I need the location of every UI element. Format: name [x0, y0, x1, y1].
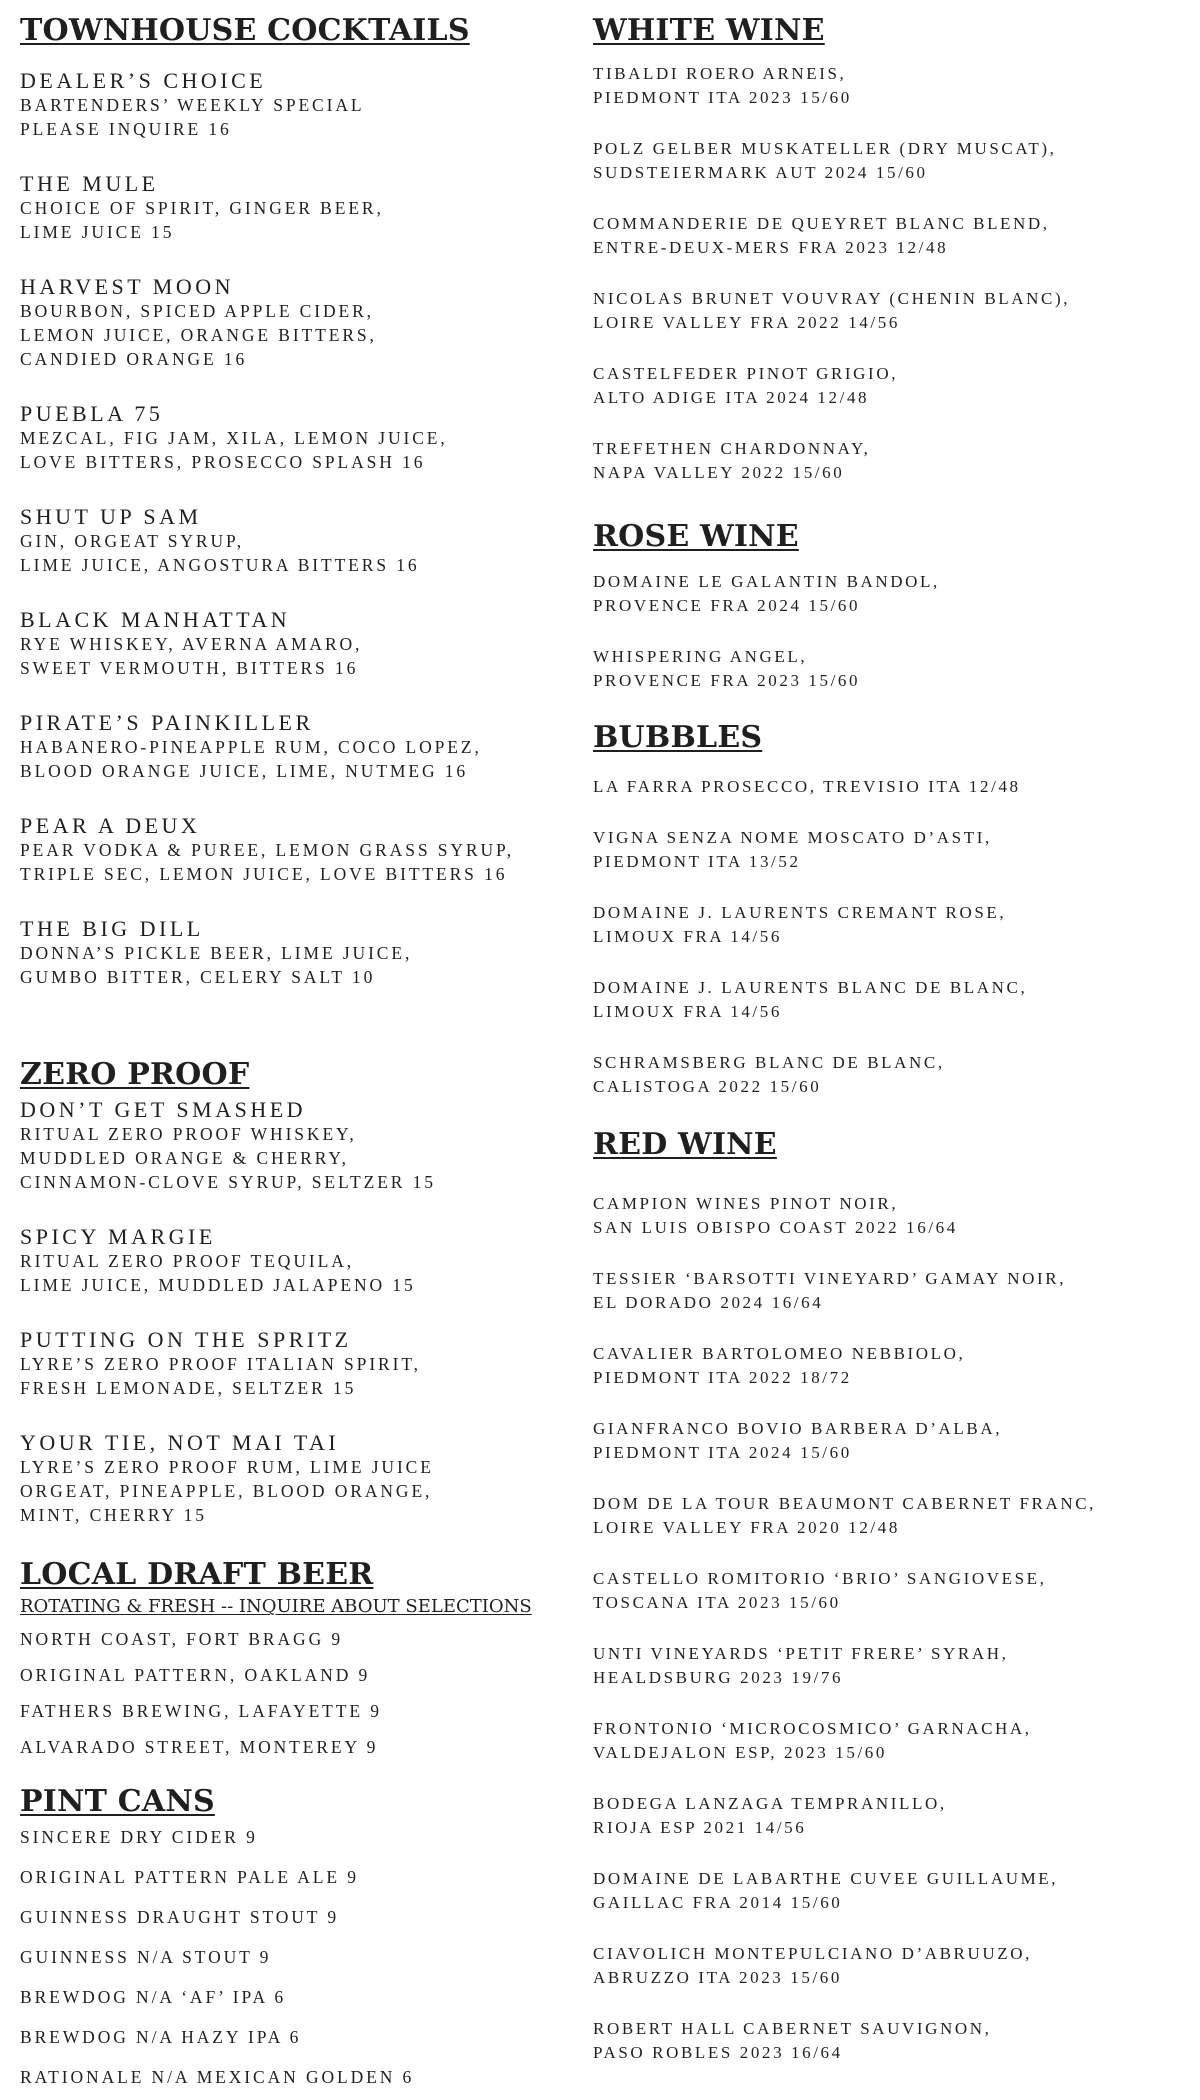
item-description-line: LYRE’S ZERO PROOF RUM, LIME JUICE — [20, 1457, 434, 1477]
item-description-line: LYRE’S ZERO PROOF ITALIAN SPIRIT, — [20, 1354, 421, 1374]
wine-line: PIEDMONT ITA 2024 15/60 — [593, 1443, 852, 1462]
wine-line: HEALDSBURG 2023 19/76 — [593, 1668, 844, 1687]
item-line: SINCERE DRY CIDER 9 — [20, 1827, 258, 1847]
pint-can-item — [20, 1945, 590, 1969]
item-line: BREWDOG N/A HAZY IPA 6 — [20, 2027, 302, 2047]
wine-line: PIEDMONT ITA 2023 15/60 — [593, 88, 852, 107]
item-line: ALVARADO STREET, MONTEREY 9 — [20, 1737, 379, 1757]
white-wine-item — [593, 212, 1193, 260]
item-description-line: BARTENDERS’ WEEKLY SPECIAL — [20, 95, 365, 115]
wine-line: CASTELFEDER PINOT GRIGIO, — [593, 364, 899, 383]
wine-line: GAILLAC FRA 2014 15/60 — [593, 1893, 843, 1912]
item-description-line: SWEET VERMOUTH, BITTERS 16 — [20, 658, 359, 678]
item-name: SPICY MARGIE — [20, 1224, 216, 1249]
item-description-line: TRIPLE SEC, LEMON JUICE, LOVE BITTERS 16 — [20, 864, 508, 884]
wine-line: TOSCANA ITA 2023 15/60 — [593, 1593, 841, 1612]
item-name: DON’T GET SMASHED — [20, 1097, 307, 1122]
wine-line: PIEDMONT ITA 13/52 — [593, 852, 801, 871]
cocktails-heading: TOWNHOUSE COCKTAILS — [20, 13, 470, 48]
wine-line: PROVENCE FRA 2023 15/60 — [593, 671, 861, 690]
item-description-line: MUDDLED ORANGE & CHERRY, — [20, 1148, 349, 1168]
cocktail-item — [20, 401, 590, 474]
item-description-line: CANDIED ORANGE 16 — [20, 349, 248, 369]
wine-line: TESSIER ‘BARSOTTI VINEYARD’ GAMAY NOIR, — [593, 1269, 1067, 1288]
item-line: FATHERS BREWING, LAFAYETTE 9 — [20, 1701, 382, 1721]
wine-line: VIGNA SENZA NOME MOSCATO D’ASTI, — [593, 828, 992, 847]
wine-line: LOIRE VALLEY FRA 2022 14/56 — [593, 313, 900, 332]
zero-proof-item — [20, 1430, 590, 1527]
bubbles-item — [593, 775, 1193, 799]
wine-line: LA FARRA PROSECCO, TREVISIO ITA 12/48 — [593, 777, 1021, 796]
wine-line: BODEGA LANZAGA TEMPRANILLO, — [593, 1794, 947, 1813]
rose-wine-section — [593, 520, 1193, 693]
draft-beer-item — [20, 1663, 590, 1687]
white-wine-section — [593, 14, 1193, 485]
item-line: GUINNESS DRAUGHT STOUT 9 — [20, 1907, 340, 1927]
item-name: BLACK MANHATTAN — [20, 607, 291, 632]
cocktail-item — [20, 607, 590, 680]
draft-beer-item — [20, 1735, 590, 1759]
red-wine-item — [593, 1417, 1193, 1465]
cocktail-item — [20, 710, 590, 783]
cocktail-item — [20, 68, 590, 141]
item-description-line: LIME JUICE, ANGOSTURA BITTERS 16 — [20, 555, 420, 575]
wine-line: LIMOUX FRA 14/56 — [593, 1002, 782, 1021]
item-description-line: GIN, ORGEAT SYRUP, — [20, 531, 244, 551]
item-line: NORTH COAST, FORT BRAGG 9 — [20, 1629, 344, 1649]
red-wine-item — [593, 1267, 1193, 1315]
red-wine-section — [593, 1128, 1193, 2065]
zero-proof-item — [20, 1327, 590, 1400]
wine-line: VALDEJALON ESP, 2023 15/60 — [593, 1743, 887, 1762]
pint-can-item — [20, 2025, 590, 2049]
item-description-line: CINNAMON-CLOVE SYRUP, SELTZER 15 — [20, 1172, 436, 1192]
item-line: ORIGINAL PATTERN PALE ALE 9 — [20, 1867, 359, 1887]
item-name: PIRATE’S PAINKILLER — [20, 710, 314, 735]
item-name: DEALER’S CHOICE — [20, 68, 267, 93]
draft-beer-item — [20, 1627, 590, 1651]
red-wine-item — [593, 1567, 1193, 1615]
bubbles-heading: BUBBLES — [593, 720, 763, 755]
red-wine-item — [593, 1717, 1193, 1765]
item-description-line: GUMBO BITTER, CELERY SALT 10 — [20, 967, 376, 987]
item-name: THE MULE — [20, 171, 159, 196]
white-wine-heading: WHITE WINE — [593, 13, 825, 48]
draft-beer-subheading: ROTATING & FRESH -- INQUIRE ABOUT SELECTIONS — [20, 1596, 532, 1617]
red-wine-heading: RED WINE — [593, 1127, 777, 1162]
bubbles-item — [593, 901, 1193, 949]
wine-line: SCHRAMSBERG BLANC DE BLANC, — [593, 1053, 945, 1072]
red-wine-item — [593, 1492, 1193, 1540]
wine-line: DOMAINE J. LAURENTS BLANC DE BLANC, — [593, 978, 1028, 997]
wine-line: SAN LUIS OBISPO COAST 2022 16/64 — [593, 1218, 958, 1237]
zero-proof-item — [20, 1224, 590, 1297]
item-name: YOUR TIE, NOT MAI TAI — [20, 1430, 340, 1455]
wine-line: COMMANDERIE DE QUEYRET BLANC BLEND, — [593, 214, 1050, 233]
wine-line: CAMPION WINES PINOT NOIR, — [593, 1194, 899, 1213]
cocktail-item — [20, 813, 590, 886]
item-description-line: RITUAL ZERO PROOF WHISKEY, — [20, 1124, 357, 1144]
pint-can-item — [20, 2065, 590, 2089]
wine-line: TREFETHEN CHARDONNAY, — [593, 439, 871, 458]
item-description-line: ORGEAT, PINEAPPLE, BLOOD ORANGE, — [20, 1481, 433, 1501]
wine-line: CASTELLO ROMITORIO ‘BRIO’ SANGIOVESE, — [593, 1569, 1047, 1588]
wine-line: ALTO ADIGE ITA 2024 12/48 — [593, 388, 870, 407]
item-description-line: HABANERO-PINEAPPLE RUM, COCO LOPEZ, — [20, 737, 482, 757]
wine-line: PIEDMONT ITA 2022 18/72 — [593, 1368, 852, 1387]
pint-can-item — [20, 1825, 590, 1849]
wine-line: ABRUZZO ITA 2023 15/60 — [593, 1968, 842, 1987]
wine-line: DOMAINE LE GALANTIN BANDOL, — [593, 572, 940, 591]
item-description-line: DONNA’S PICKLE BEER, LIME JUICE, — [20, 943, 413, 963]
rose-wine-item — [593, 570, 1193, 618]
wine-line: CIAVOLICH MONTEPULCIANO D’ABRUUZO, — [593, 1944, 1032, 1963]
wine-line: RIOJA ESP 2021 14/56 — [593, 1818, 807, 1837]
rose-wine-item — [593, 645, 1193, 693]
bubbles-section — [593, 721, 1193, 1099]
pint-cans-heading: PINT CANS — [20, 1784, 215, 1819]
wine-line: SUDSTEIERMARK AUT 2024 15/60 — [593, 163, 928, 182]
wine-line: CAVALIER BARTOLOMEO NEBBIOLO, — [593, 1344, 966, 1363]
wine-line: NAPA VALLEY 2022 15/60 — [593, 463, 845, 482]
white-wine-item — [593, 137, 1193, 185]
item-name: THE BIG DILL — [20, 916, 204, 941]
wine-line: DOMAINE J. LAURENTS CREMANT ROSE, — [593, 903, 1007, 922]
cocktail-item — [20, 916, 590, 989]
item-description-line: RITUAL ZERO PROOF TEQUILA, — [20, 1251, 355, 1271]
wine-line: WHISPERING ANGEL, — [593, 647, 808, 666]
wine-line: DOMAINE DE LABARTHE CUVEE GUILLAUME, — [593, 1869, 1059, 1888]
wine-line: DOM DE LA TOUR BEAUMONT CABERNET FRANC, — [593, 1494, 1096, 1513]
item-description-line: MEZCAL, FIG JAM, XILA, LEMON JUICE, — [20, 428, 448, 448]
item-description-line: LIME JUICE, MUDDLED JALAPENO 15 — [20, 1275, 416, 1295]
white-wine-item — [593, 62, 1193, 110]
wine-line: LIMOUX FRA 14/56 — [593, 927, 782, 946]
item-description-line: MINT, CHERRY 15 — [20, 1505, 207, 1525]
item-description-line: LEMON JUICE, ORANGE BITTERS, — [20, 325, 377, 345]
white-wine-item — [593, 437, 1193, 485]
bubbles-item — [593, 976, 1193, 1024]
draft-beer-item — [20, 1699, 590, 1723]
red-wine-item — [593, 1792, 1193, 1840]
rose-wine-heading: ROSE WINE — [593, 519, 799, 554]
item-name: HARVEST MOON — [20, 274, 235, 299]
wine-line: TIBALDI ROERO ARNEIS, — [593, 64, 847, 83]
white-wine-item — [593, 362, 1193, 410]
wine-line: NICOLAS BRUNET VOUVRAY (CHENIN BLANC), — [593, 289, 1071, 308]
red-wine-item — [593, 1642, 1193, 1690]
pint-cans-section — [20, 1785, 590, 2089]
red-wine-item — [593, 1867, 1193, 1915]
bubbles-item — [593, 1051, 1193, 1099]
draft-beer-heading: LOCAL DRAFT BEER — [20, 1557, 374, 1592]
item-description-line: BOURBON, SPICED APPLE CIDER, — [20, 301, 374, 321]
item-name: PUTTING ON THE SPRITZ — [20, 1327, 352, 1352]
wine-line: LOIRE VALLEY FRA 2020 12/48 — [593, 1518, 900, 1537]
pint-can-item — [20, 1865, 590, 1889]
pint-can-item — [20, 1985, 590, 2009]
wine-line: ENTRE-DEUX-MERS FRA 2023 12/48 — [593, 238, 949, 257]
zero-proof-section — [20, 1058, 590, 1527]
wine-line: ROBERT HALL CABERNET SAUVIGNON, — [593, 2019, 992, 2038]
item-line: GUINNESS N/A STOUT 9 — [20, 1947, 272, 1967]
item-line: RATIONALE N/A MEXICAN GOLDEN 6 — [20, 2067, 415, 2087]
bubbles-item — [593, 826, 1193, 874]
zero-proof-heading: ZERO PROOF — [20, 1057, 250, 1092]
red-wine-item — [593, 1942, 1193, 1990]
wine-line: POLZ GELBER MUSKATELLER (DRY MUSCAT), — [593, 139, 1057, 158]
red-wine-item — [593, 1342, 1193, 1390]
wine-line: GIANFRANCO BOVIO BARBERA D’ALBA, — [593, 1419, 1003, 1438]
item-line: ORIGINAL PATTERN, OAKLAND 9 — [20, 1665, 371, 1685]
red-wine-item — [593, 2017, 1193, 2065]
cocktail-item — [20, 171, 590, 244]
item-description-line: FRESH LEMONADE, SELTZER 15 — [20, 1378, 357, 1398]
pint-can-item — [20, 1905, 590, 1929]
cocktail-item — [20, 504, 590, 577]
cocktails-section — [20, 14, 590, 989]
white-wine-item — [593, 287, 1193, 335]
item-description-line: LIME JUICE 15 — [20, 222, 175, 242]
item-description-line: PLEASE INQUIRE 16 — [20, 119, 232, 139]
red-wine-item — [593, 1192, 1193, 1240]
wine-line: FRONTONIO ‘MICROCOSMICO’ GARNACHA, — [593, 1719, 1032, 1738]
item-description-line: BLOOD ORANGE JUICE, LIME, NUTMEG 16 — [20, 761, 469, 781]
zero-proof-item — [20, 1097, 590, 1194]
item-line: BREWDOG N/A ‘AF’ IPA 6 — [20, 1987, 287, 2007]
wine-line: PASO ROBLES 2023 16/64 — [593, 2043, 843, 2062]
item-name: SHUT UP SAM — [20, 504, 202, 529]
item-description-line: CHOICE OF SPIRIT, GINGER BEER, — [20, 198, 384, 218]
wine-line: PROVENCE FRA 2024 15/60 — [593, 596, 861, 615]
item-name: PEAR A DEUX — [20, 813, 201, 838]
wine-line: CALISTOGA 2022 15/60 — [593, 1077, 822, 1096]
cocktail-item — [20, 274, 590, 371]
item-description-line: RYE WHISKEY, AVERNA AMARO, — [20, 634, 363, 654]
item-name: PUEBLA 75 — [20, 401, 164, 426]
draft-beer-section — [20, 1558, 590, 1759]
wine-line: EL DORADO 2024 16/64 — [593, 1293, 824, 1312]
item-description-line: LOVE BITTERS, PROSECCO SPLASH 16 — [20, 452, 426, 472]
item-description-line: PEAR VODKA & PUREE, LEMON GRASS SYRUP, — [20, 840, 514, 860]
wine-line: UNTI VINEYARDS ‘PETIT FRERE’ SYRAH, — [593, 1644, 1009, 1663]
